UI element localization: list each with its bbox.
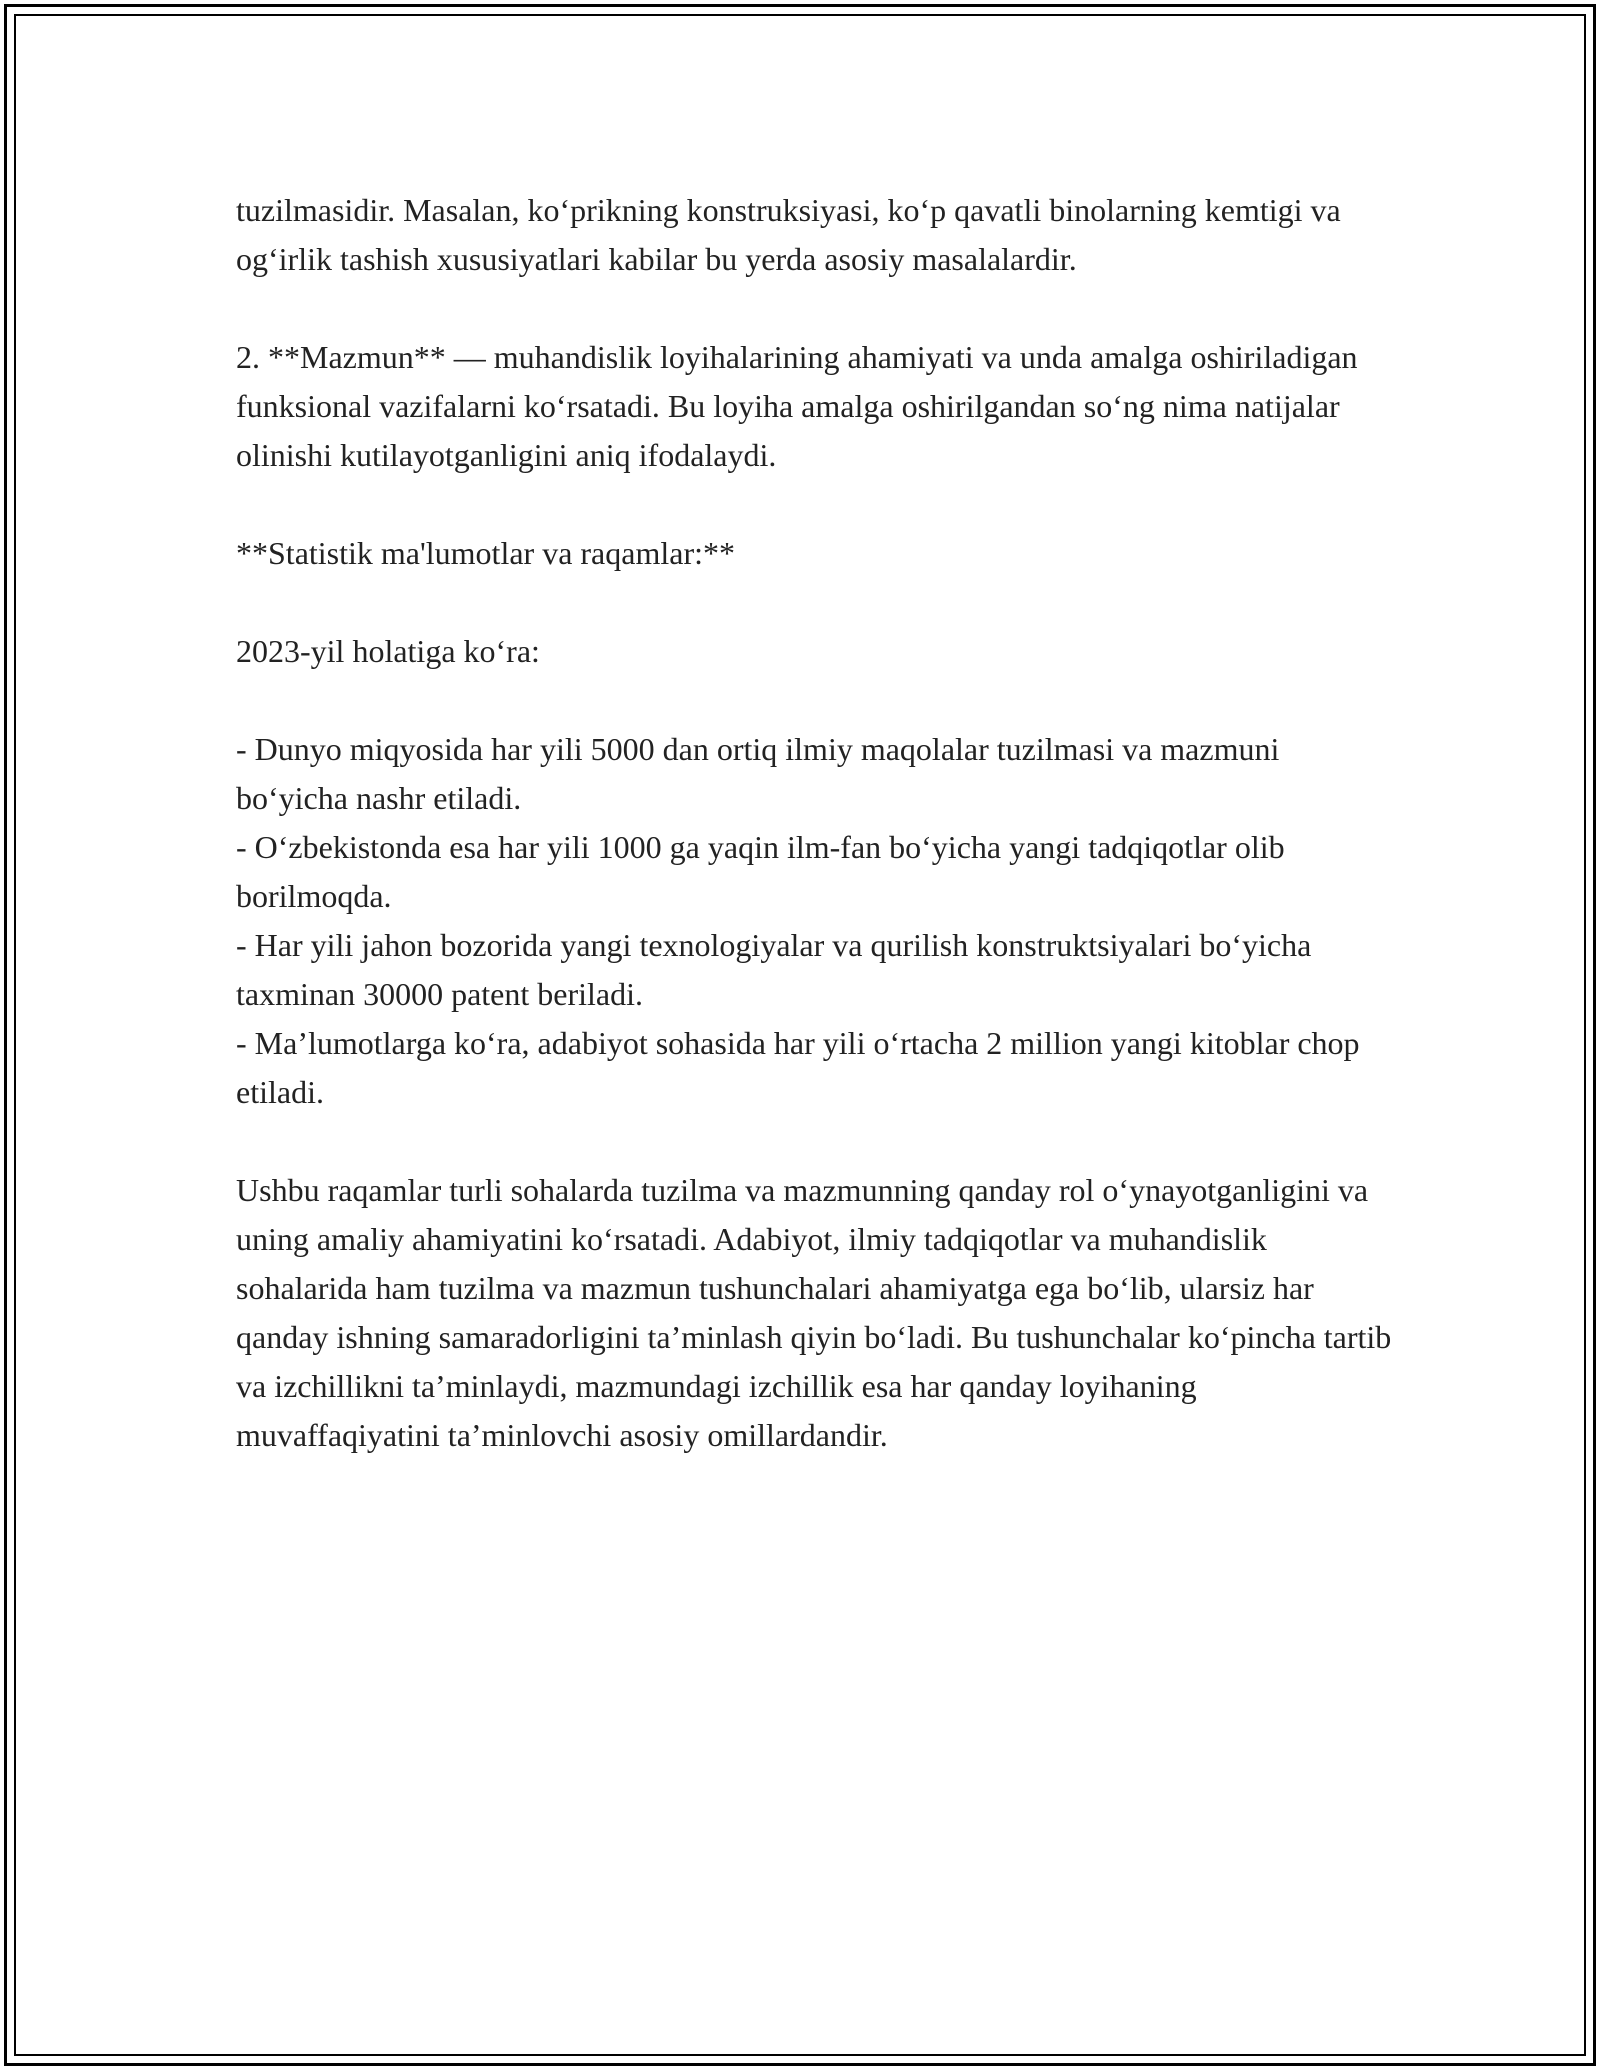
statistics-heading: **Statistik ma'lumotlar va raqamlar:** bbox=[236, 535, 735, 571]
document-body bbox=[236, 186, 1396, 1509]
list-item: - Dunyo miqyosida har yili 5000 dan ortiq ilmiy maqolalar tuzilmasi va mazmuni bo‘yicha nashr etiladi. bbox=[236, 731, 1280, 816]
list-item: - O‘zbekistonda esa har yili 1000 ga yaqin ilm-fan bo‘yicha yangi tadqiqotlar olib borilmoqda. bbox=[236, 829, 1285, 914]
paragraph-content: 2. **Mazmun** — muhandislik loyihalarining ahamiyati va unda amalga oshiriladigan funksional vazifalarni ko‘rsatadi. Bu loyiha amalga oshirilgandan so‘ng nima natijalar olinishi kutilayotganligini aniq ifodalaydi. bbox=[236, 339, 1358, 473]
statistics-list bbox=[236, 725, 1396, 1117]
conclusion-paragraph: Ushbu raqamlar turli sohalarda tuzilma va mazmunning qanday rol o‘ynayotganligini va uning amaliy ahamiyatini ko‘rsatadi. Adabiyot, ilmiy tadqiqotlar va muhandislik sohalarida ham tuzilma va mazmun tushunchalari ahamiyatga ega bo‘lib, ularsiz har qanday ishning samaradorligini ta’minlash qiyin bo‘ladi. Bu tushunchalar ko‘pincha tartib va izchillikni ta’minlaydi, mazmundagi izchillik esa har qanday loyihaning muvaffaqiyatini ta’minlovchi asosiy omillardandir. bbox=[236, 1172, 1392, 1453]
list-item: - Ma’lumotlarga ko‘ra, adabiyot sohasida har yili o‘rtacha 2 million yangi kitoblar chop etiladi. bbox=[236, 1025, 1360, 1110]
year-intro: 2023-yil holatiga ko‘ra: bbox=[236, 633, 540, 669]
paragraph-structure: tuzilmasidir. Masalan, ko‘prikning konstruksiyasi, ko‘p qavatli binolarning kemtigi va og‘irlik tashish xususiyatlari kabilar bu yerda asosiy masalalardir. bbox=[236, 192, 1341, 277]
list-item: - Har yili jahon bozorida yangi texnologiyalar va qurilish konstruktsiyalari bo‘yicha taxminan 30000 patent beriladi. bbox=[236, 927, 1312, 1012]
